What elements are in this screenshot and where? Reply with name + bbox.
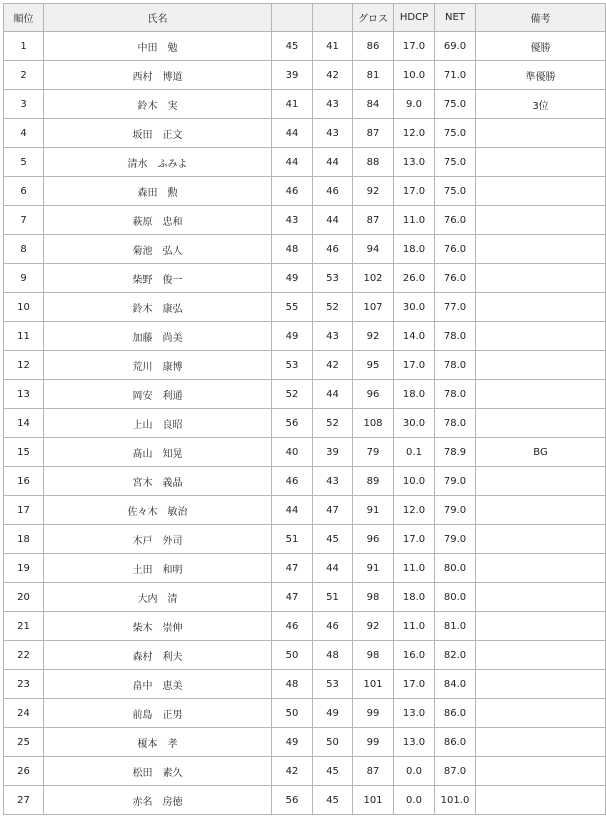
gross-cell: 101 xyxy=(353,670,394,699)
name-cell: 岡安 利通 xyxy=(44,380,272,409)
in-cell: 52 xyxy=(313,409,353,438)
net-cell: 81.0 xyxy=(435,612,476,641)
remarks-cell xyxy=(476,786,606,815)
out-cell: 52 xyxy=(272,380,313,409)
name-cell: 赤名 房徳 xyxy=(44,786,272,815)
rank-cell: 27 xyxy=(4,786,44,815)
gross-cell: 98 xyxy=(353,583,394,612)
net-cell: 78.9 xyxy=(435,438,476,467)
name-cell: 髙山 知晃 xyxy=(44,438,272,467)
out-cell: 48 xyxy=(272,670,313,699)
net-cell: 76.0 xyxy=(435,235,476,264)
results-table xyxy=(3,3,606,815)
gross-cell: 88 xyxy=(353,148,394,177)
out-cell: 46 xyxy=(272,467,313,496)
gross-cell: 87 xyxy=(353,757,394,786)
table-row xyxy=(4,496,606,525)
header-out xyxy=(272,4,313,32)
net-cell: 78.0 xyxy=(435,322,476,351)
hdcp-cell: 26.0 xyxy=(394,264,435,293)
in-cell: 44 xyxy=(313,148,353,177)
in-cell: 39 xyxy=(313,438,353,467)
rank-cell: 5 xyxy=(4,148,44,177)
table-row xyxy=(4,612,606,641)
name-cell: 佐々木 敏治 xyxy=(44,496,272,525)
hdcp-cell: 17.0 xyxy=(394,670,435,699)
hdcp-cell: 13.0 xyxy=(394,148,435,177)
name-cell: 加藤 尚美 xyxy=(44,322,272,351)
remarks-cell xyxy=(476,554,606,583)
rank-cell: 8 xyxy=(4,235,44,264)
rank-cell: 21 xyxy=(4,612,44,641)
rank-cell: 12 xyxy=(4,351,44,380)
in-cell: 45 xyxy=(313,757,353,786)
name-cell: 大内 清 xyxy=(44,583,272,612)
hdcp-cell: 12.0 xyxy=(394,496,435,525)
gross-cell: 84 xyxy=(353,90,394,119)
name-cell: 森田 勲 xyxy=(44,177,272,206)
rank-cell: 13 xyxy=(4,380,44,409)
rank-cell: 1 xyxy=(4,32,44,61)
gross-cell: 96 xyxy=(353,380,394,409)
remarks-cell xyxy=(476,293,606,322)
gross-cell: 108 xyxy=(353,409,394,438)
out-cell: 47 xyxy=(272,583,313,612)
header-remarks: 備考 xyxy=(476,4,606,32)
net-cell: 79.0 xyxy=(435,496,476,525)
remarks-cell xyxy=(476,670,606,699)
out-cell: 41 xyxy=(272,90,313,119)
table-row xyxy=(4,119,606,148)
gross-cell: 79 xyxy=(353,438,394,467)
out-cell: 49 xyxy=(272,322,313,351)
hdcp-cell: 18.0 xyxy=(394,380,435,409)
net-cell: 75.0 xyxy=(435,177,476,206)
in-cell: 49 xyxy=(313,699,353,728)
name-cell: 西村 博道 xyxy=(44,61,272,90)
table-row xyxy=(4,322,606,351)
in-cell: 43 xyxy=(313,119,353,148)
table-row xyxy=(4,32,606,61)
hdcp-cell: 10.0 xyxy=(394,467,435,496)
gross-cell: 102 xyxy=(353,264,394,293)
gross-cell: 95 xyxy=(353,351,394,380)
table-row xyxy=(4,380,606,409)
net-cell: 78.0 xyxy=(435,380,476,409)
table-row xyxy=(4,409,606,438)
gross-cell: 94 xyxy=(353,235,394,264)
table-row xyxy=(4,583,606,612)
remarks-cell xyxy=(476,699,606,728)
hdcp-cell: 0.0 xyxy=(394,786,435,815)
net-cell: 79.0 xyxy=(435,467,476,496)
out-cell: 47 xyxy=(272,554,313,583)
hdcp-cell: 17.0 xyxy=(394,32,435,61)
net-cell: 75.0 xyxy=(435,119,476,148)
gross-cell: 96 xyxy=(353,525,394,554)
header-name: 氏名 xyxy=(44,4,272,32)
hdcp-cell: 17.0 xyxy=(394,525,435,554)
name-cell: 清水 ふみよ xyxy=(44,148,272,177)
out-cell: 45 xyxy=(272,32,313,61)
gross-cell: 99 xyxy=(353,699,394,728)
in-cell: 51 xyxy=(313,583,353,612)
net-cell: 76.0 xyxy=(435,264,476,293)
hdcp-cell: 11.0 xyxy=(394,206,435,235)
in-cell: 43 xyxy=(313,467,353,496)
name-cell: 荒川 康博 xyxy=(44,351,272,380)
out-cell: 48 xyxy=(272,235,313,264)
out-cell: 50 xyxy=(272,641,313,670)
remarks-cell xyxy=(476,380,606,409)
net-cell: 86.0 xyxy=(435,728,476,757)
out-cell: 51 xyxy=(272,525,313,554)
out-cell: 49 xyxy=(272,264,313,293)
rank-cell: 10 xyxy=(4,293,44,322)
name-cell: 宮木 義晶 xyxy=(44,467,272,496)
table-row xyxy=(4,293,606,322)
out-cell: 53 xyxy=(272,351,313,380)
gross-cell: 86 xyxy=(353,32,394,61)
gross-cell: 92 xyxy=(353,322,394,351)
gross-cell: 87 xyxy=(353,206,394,235)
hdcp-cell: 17.0 xyxy=(394,177,435,206)
out-cell: 56 xyxy=(272,786,313,815)
in-cell: 48 xyxy=(313,641,353,670)
name-cell: 萩原 忠和 xyxy=(44,206,272,235)
gross-cell: 99 xyxy=(353,728,394,757)
gross-cell: 91 xyxy=(353,496,394,525)
rank-cell: 9 xyxy=(4,264,44,293)
remarks-cell xyxy=(476,119,606,148)
gross-cell: 98 xyxy=(353,641,394,670)
name-cell: 森村 利夫 xyxy=(44,641,272,670)
hdcp-cell: 17.0 xyxy=(394,351,435,380)
name-cell: 榎本 孝 xyxy=(44,728,272,757)
table-row xyxy=(4,699,606,728)
gross-cell: 92 xyxy=(353,177,394,206)
gross-cell: 92 xyxy=(353,612,394,641)
rank-cell: 4 xyxy=(4,119,44,148)
remarks-cell xyxy=(476,496,606,525)
hdcp-cell: 30.0 xyxy=(394,409,435,438)
out-cell: 56 xyxy=(272,409,313,438)
net-cell: 82.0 xyxy=(435,641,476,670)
rank-cell: 15 xyxy=(4,438,44,467)
hdcp-cell: 11.0 xyxy=(394,554,435,583)
hdcp-cell: 13.0 xyxy=(394,699,435,728)
hdcp-cell: 18.0 xyxy=(394,583,435,612)
out-cell: 39 xyxy=(272,61,313,90)
out-cell: 46 xyxy=(272,177,313,206)
remarks-cell xyxy=(476,206,606,235)
table-row xyxy=(4,438,606,467)
net-cell: 80.0 xyxy=(435,554,476,583)
table-row xyxy=(4,728,606,757)
remarks-cell xyxy=(476,757,606,786)
name-cell: 中田 勉 xyxy=(44,32,272,61)
remarks-cell xyxy=(476,612,606,641)
name-cell: 坂田 正文 xyxy=(44,119,272,148)
in-cell: 53 xyxy=(313,670,353,699)
in-cell: 42 xyxy=(313,351,353,380)
table-row xyxy=(4,90,606,119)
in-cell: 45 xyxy=(313,525,353,554)
table-row xyxy=(4,641,606,670)
gross-cell: 89 xyxy=(353,467,394,496)
name-cell: 菊池 弘人 xyxy=(44,235,272,264)
rank-cell: 25 xyxy=(4,728,44,757)
rank-cell: 18 xyxy=(4,525,44,554)
rank-cell: 20 xyxy=(4,583,44,612)
in-cell: 41 xyxy=(313,32,353,61)
hdcp-cell: 16.0 xyxy=(394,641,435,670)
gross-cell: 81 xyxy=(353,61,394,90)
remarks-cell: 3位 xyxy=(476,90,606,119)
name-cell: 松田 素久 xyxy=(44,757,272,786)
rank-cell: 11 xyxy=(4,322,44,351)
out-cell: 42 xyxy=(272,757,313,786)
net-cell: 87.0 xyxy=(435,757,476,786)
hdcp-cell: 0.1 xyxy=(394,438,435,467)
remarks-cell: 準優勝 xyxy=(476,61,606,90)
table-row xyxy=(4,467,606,496)
net-cell: 78.0 xyxy=(435,351,476,380)
in-cell: 44 xyxy=(313,380,353,409)
hdcp-cell: 0.0 xyxy=(394,757,435,786)
table-row xyxy=(4,525,606,554)
in-cell: 45 xyxy=(313,786,353,815)
name-cell: 上山 良昭 xyxy=(44,409,272,438)
remarks-cell xyxy=(476,148,606,177)
in-cell: 43 xyxy=(313,322,353,351)
out-cell: 44 xyxy=(272,496,313,525)
net-cell: 80.0 xyxy=(435,583,476,612)
rank-cell: 3 xyxy=(4,90,44,119)
rank-cell: 26 xyxy=(4,757,44,786)
rank-cell: 19 xyxy=(4,554,44,583)
rank-cell: 2 xyxy=(4,61,44,90)
in-cell: 44 xyxy=(313,554,353,583)
header-row xyxy=(4,4,606,32)
net-cell: 77.0 xyxy=(435,293,476,322)
table-row xyxy=(4,670,606,699)
name-cell: 前島 正男 xyxy=(44,699,272,728)
gross-cell: 91 xyxy=(353,554,394,583)
net-cell: 76.0 xyxy=(435,206,476,235)
hdcp-cell: 18.0 xyxy=(394,235,435,264)
in-cell: 53 xyxy=(313,264,353,293)
rank-cell: 14 xyxy=(4,409,44,438)
in-cell: 50 xyxy=(313,728,353,757)
in-cell: 44 xyxy=(313,206,353,235)
gross-cell: 101 xyxy=(353,786,394,815)
table-row xyxy=(4,786,606,815)
header-gross: グロス xyxy=(353,4,394,32)
table-row xyxy=(4,757,606,786)
net-cell: 79.0 xyxy=(435,525,476,554)
hdcp-cell: 14.0 xyxy=(394,322,435,351)
table-row xyxy=(4,148,606,177)
remarks-cell xyxy=(476,525,606,554)
net-cell: 75.0 xyxy=(435,148,476,177)
name-cell: 畠中 恵美 xyxy=(44,670,272,699)
header-hdcp: HDCP xyxy=(394,4,435,32)
hdcp-cell: 11.0 xyxy=(394,612,435,641)
rank-cell: 23 xyxy=(4,670,44,699)
remarks-cell xyxy=(476,235,606,264)
gross-cell: 87 xyxy=(353,119,394,148)
in-cell: 46 xyxy=(313,235,353,264)
remarks-cell xyxy=(476,583,606,612)
remarks-cell xyxy=(476,467,606,496)
out-cell: 44 xyxy=(272,148,313,177)
hdcp-cell: 9.0 xyxy=(394,90,435,119)
net-cell: 84.0 xyxy=(435,670,476,699)
name-cell: 柴野 俊一 xyxy=(44,264,272,293)
rank-cell: 6 xyxy=(4,177,44,206)
name-cell: 柴木 崇伸 xyxy=(44,612,272,641)
header-in xyxy=(313,4,353,32)
remarks-cell: BG xyxy=(476,438,606,467)
in-cell: 52 xyxy=(313,293,353,322)
in-cell: 46 xyxy=(313,612,353,641)
table-row xyxy=(4,554,606,583)
rank-cell: 7 xyxy=(4,206,44,235)
out-cell: 46 xyxy=(272,612,313,641)
header-rank: 順位 xyxy=(4,4,44,32)
table-row xyxy=(4,264,606,293)
rank-cell: 17 xyxy=(4,496,44,525)
hdcp-cell: 13.0 xyxy=(394,728,435,757)
in-cell: 43 xyxy=(313,90,353,119)
remarks-cell xyxy=(476,409,606,438)
out-cell: 50 xyxy=(272,699,313,728)
net-cell: 78.0 xyxy=(435,409,476,438)
remarks-cell xyxy=(476,728,606,757)
name-cell: 土田 和明 xyxy=(44,554,272,583)
out-cell: 40 xyxy=(272,438,313,467)
out-cell: 44 xyxy=(272,119,313,148)
table-row xyxy=(4,177,606,206)
hdcp-cell: 12.0 xyxy=(394,119,435,148)
rank-cell: 16 xyxy=(4,467,44,496)
remarks-cell xyxy=(476,264,606,293)
in-cell: 46 xyxy=(313,177,353,206)
header-net: NET xyxy=(435,4,476,32)
gross-cell: 107 xyxy=(353,293,394,322)
hdcp-cell: 30.0 xyxy=(394,293,435,322)
net-cell: 69.0 xyxy=(435,32,476,61)
remarks-cell: 優勝 xyxy=(476,32,606,61)
in-cell: 42 xyxy=(313,61,353,90)
rank-cell: 22 xyxy=(4,641,44,670)
name-cell: 鈴木 康弘 xyxy=(44,293,272,322)
remarks-cell xyxy=(476,641,606,670)
rank-cell: 24 xyxy=(4,699,44,728)
net-cell: 71.0 xyxy=(435,61,476,90)
hdcp-cell: 10.0 xyxy=(394,61,435,90)
name-cell: 鈴木 実 xyxy=(44,90,272,119)
out-cell: 49 xyxy=(272,728,313,757)
table-row xyxy=(4,61,606,90)
out-cell: 43 xyxy=(272,206,313,235)
remarks-cell xyxy=(476,322,606,351)
net-cell: 86.0 xyxy=(435,699,476,728)
table-row xyxy=(4,235,606,264)
out-cell: 55 xyxy=(272,293,313,322)
in-cell: 47 xyxy=(313,496,353,525)
remarks-cell xyxy=(476,177,606,206)
name-cell: 木戸 外司 xyxy=(44,525,272,554)
remarks-cell xyxy=(476,351,606,380)
table-row xyxy=(4,206,606,235)
table-row xyxy=(4,351,606,380)
net-cell: 101.0 xyxy=(435,786,476,815)
net-cell: 75.0 xyxy=(435,90,476,119)
